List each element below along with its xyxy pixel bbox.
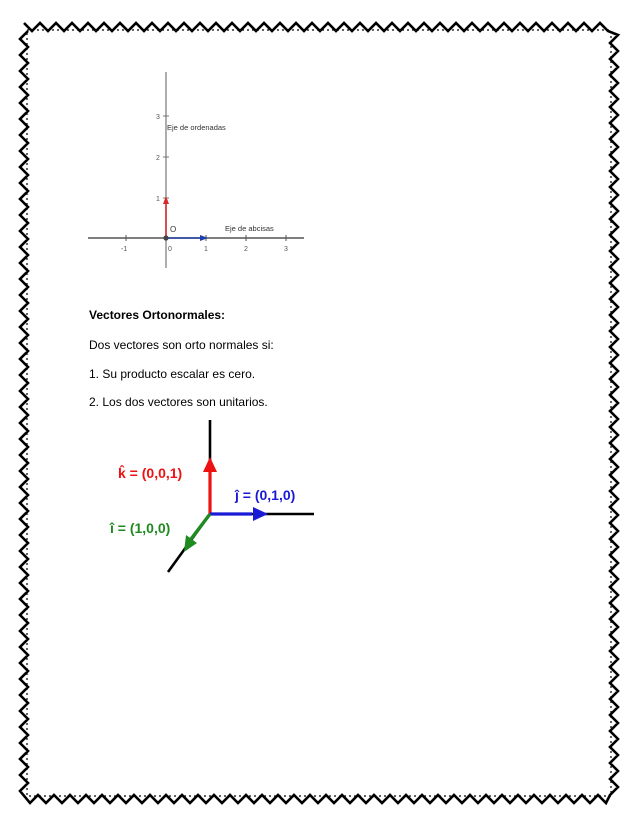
condition-1: 1. Su producto escalar es cero. (89, 367, 256, 381)
x-tick-label: 1 (204, 246, 208, 253)
y-tick-label: 1 (156, 196, 160, 203)
section-heading: Vectores Ortonormales: (89, 308, 226, 322)
j-vector-arrowhead (253, 507, 268, 521)
k-vector-arrowhead (203, 457, 217, 472)
x-axis-label: Eje de abcisas (225, 224, 274, 233)
unit-vector-x-arrowhead (200, 235, 208, 241)
y-axis-label: Eje de ordenadas (167, 123, 226, 132)
y-tick-label: 3 (156, 114, 160, 121)
intro-text: Dos vectores son orto normales si: (89, 338, 274, 352)
origin-label: O (170, 225, 177, 234)
j-label: ĵ = (0,1,0) (235, 487, 296, 503)
axes-figure (86, 70, 308, 270)
i-vector (191, 514, 210, 539)
x-tick-label: 0 (168, 246, 172, 253)
i-label: î = (1,0,0) (110, 520, 171, 536)
unit-vector-y-arrowhead (163, 196, 169, 204)
k-label: k̂ = (0,0,1) (118, 465, 183, 481)
basis-vectors-figure (100, 416, 320, 580)
origin-point (163, 235, 168, 240)
x-tick-label: 3 (284, 246, 288, 253)
y-tick-label: 2 (156, 155, 160, 162)
x-tick-label: -1 (121, 246, 128, 253)
x-tick-label: 2 (244, 246, 248, 253)
condition-2: 2. Los dos vectores son unitarios. (89, 395, 268, 409)
